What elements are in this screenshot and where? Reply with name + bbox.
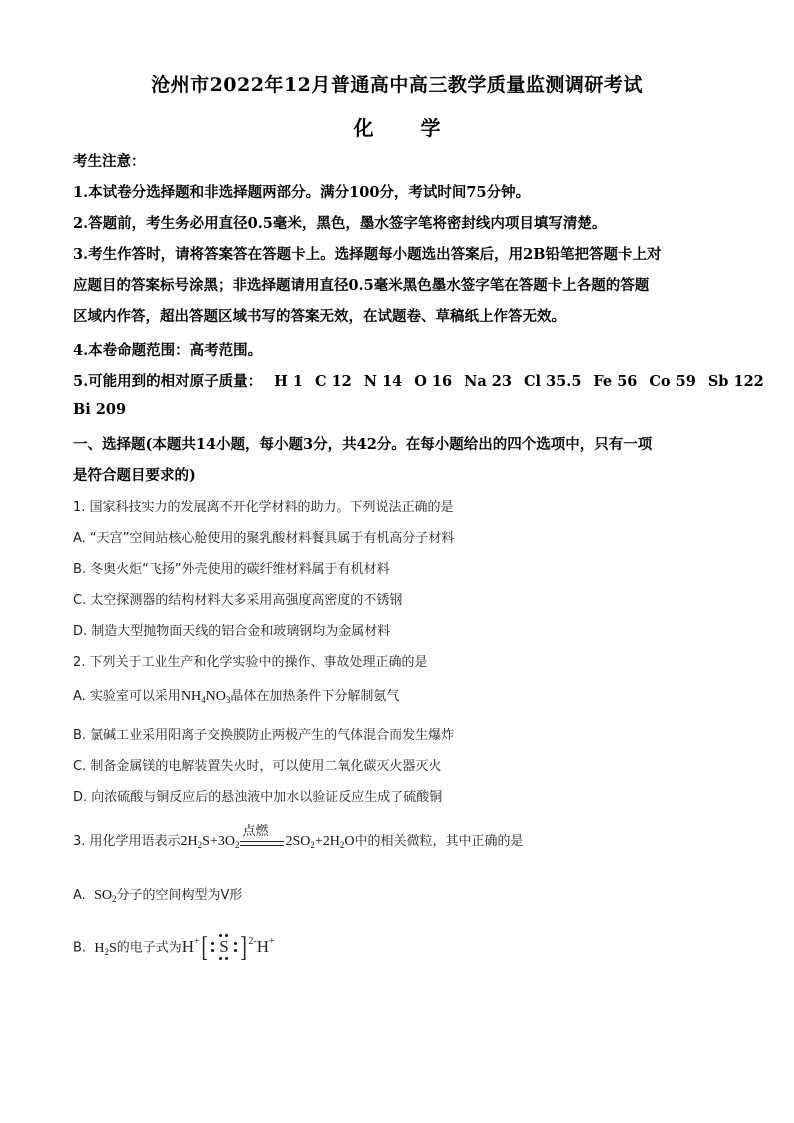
ammonium-nitrate-formula: $NH_4NO_3$ xyxy=(180,689,231,705)
q3-option-b-prefix: B. xyxy=(73,940,87,956)
notice-item-4: 4.本卷命题范围：高考范围。 xyxy=(73,342,263,359)
atomic-mass-label: 5.可能用到的相对原子质量： xyxy=(73,373,263,390)
left-bracket: [ xyxy=(201,932,208,963)
q1-option-d: D. 制造大型抛物面天线的铝合金和玻璃钢均为金属材料 xyxy=(73,624,391,639)
electron-dot xyxy=(219,934,222,937)
reaction-lhs: $2H_2S+3O_2$ xyxy=(180,834,240,850)
electron-dot xyxy=(211,942,214,945)
notice-item-3-cont-1: 应题目的答案标号涂黑；非选择题请用直径0.5毫米黑色墨水签字笔在答题卡上各题的答题 xyxy=(73,277,650,294)
atomic-mass-c: C 12 xyxy=(314,373,352,390)
atomic-mass-na: Na 23 xyxy=(464,373,512,390)
electron-dot xyxy=(234,949,237,952)
notice-item-2: 2.答题前，考生务必用直径0.5毫米，黑色，墨水签字笔将密封线内项目填写清楚。 xyxy=(73,215,607,232)
atomic-mass-co: Co 59 xyxy=(649,373,696,390)
electron-dot xyxy=(219,957,222,960)
q2-option-d: D. 向浓硫酸与铜反应后的悬浊液中加水以验证反应生成了硫酸铜 xyxy=(73,790,443,805)
q3-stem xyxy=(73,823,524,850)
right-bracket: ] xyxy=(240,932,247,963)
q2-option-a-suffix: 晶体在加热条件下分解制氨气 xyxy=(230,689,400,704)
atomic-mass-fe: Fe 56 xyxy=(593,373,638,390)
q3-option-b-suffix: 的电子式为 xyxy=(116,940,182,956)
atomic-mass-line xyxy=(73,370,764,391)
q2-option-a-prefix: A. 实验室可以采用 xyxy=(73,689,181,704)
sulfur-lewis-dots: S xyxy=(209,937,239,957)
reaction-arrow xyxy=(240,823,284,849)
ignition-condition: 点燃 xyxy=(242,823,269,839)
q1-stem: 1. 国家科技实力的发展离不开化学材料的助力。下列说法正确的是 xyxy=(73,500,454,515)
h2s-electron-formula: H+[ S ]$^{2-}$H+ xyxy=(181,932,275,963)
atomic-mass-sb: Sb 122 xyxy=(707,373,764,390)
section-heading: 一、选择题(本题共14小题，每小题3分，共42分。在每小题给出的四个选项中，只有一项 xyxy=(73,436,653,453)
q3-stem-prefix: 3. 用化学用语表示 xyxy=(73,834,181,849)
q3-option-a-suffix: 分子的空间构型为V形 xyxy=(116,888,243,903)
double-bar-equals xyxy=(240,841,284,846)
electron-dot xyxy=(225,934,228,937)
exam-title: 沧州市2022年12月普通高中高三教学质量监测调研考试 xyxy=(151,74,643,96)
q3-option-a xyxy=(73,884,242,904)
q3-option-b xyxy=(73,932,275,964)
atomic-mass-n: N 14 xyxy=(363,373,403,390)
q2-option-a xyxy=(73,685,399,705)
subject-title: 化 学 xyxy=(353,116,461,140)
notice-item-1: 1.本试卷分选择题和非选择题两部分。满分100分，考试时间75分钟。 xyxy=(73,184,531,201)
notice-heading: 考生注意： xyxy=(73,153,146,170)
q2-stem: 2. 下列关于工业生产和化学实验中的操作、事故处理正确的是 xyxy=(73,655,428,670)
notice-item-3-cont-2: 区域内作答，超出答题区域书写的答案无效，在试题卷、草稿纸上作答无效。 xyxy=(73,308,566,325)
h2s-formula: $H_2S$ xyxy=(94,940,117,957)
so2-formula: $SO_2$ xyxy=(94,888,117,904)
q3-option-a-prefix: A. xyxy=(73,888,86,903)
notice-item-3: 3.考生作答时，请将答案答在答题卡上。选择题每小题选出答案后，用2B铅笔把答题卡上对 xyxy=(73,246,662,263)
section-heading-cont: 是符合题目要求的) xyxy=(73,467,196,484)
q3-stem-suffix: 中的相关微粒，其中正确的是 xyxy=(354,834,524,849)
q1-option-a: A. “天宫”空间站核心舱使用的聚乳酸材料餐具属于有机高分子材料 xyxy=(73,531,455,546)
atomic-mass-bi: Bi 209 xyxy=(73,401,127,418)
electron-dot xyxy=(211,949,214,952)
electron-dot xyxy=(234,942,237,945)
reaction-rhs: $2SO_2+2H_2O$ xyxy=(285,834,355,850)
electron-dot xyxy=(225,957,228,960)
q1-option-c: C. 太空探测器的结构材料大多采用高强度高密度的不锈钢 xyxy=(73,593,403,608)
q1-option-b: B. 冬奥火炬“飞扬”外壳使用的碳纤维材料属于有机材料 xyxy=(73,562,390,577)
atomic-mass-cl: Cl 35.5 xyxy=(524,373,582,390)
q2-option-b: B. 氯碱工业采用阳离子交换膜防止两极产生的气体混合而发生爆炸 xyxy=(73,728,455,743)
atomic-mass-h: H 1 xyxy=(274,373,303,390)
q2-option-c: C. 制备金属镁的电解装置失火时，可以使用二氧化碳灭火器灭火 xyxy=(73,759,442,774)
atomic-mass-o: O 16 xyxy=(414,373,453,390)
